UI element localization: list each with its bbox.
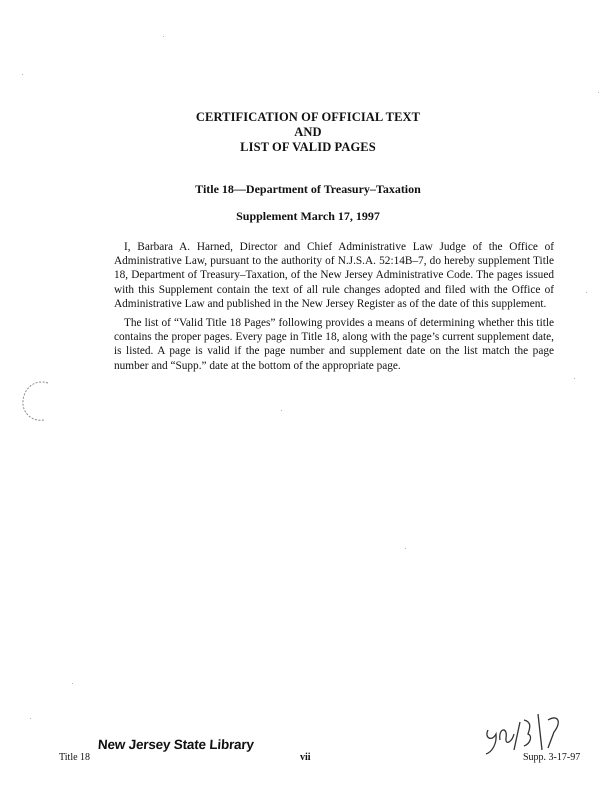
footer-page-number: vii — [300, 752, 311, 763]
library-stamp: New Jersey State Library — [97, 737, 255, 752]
scan-speck — [22, 74, 23, 75]
scan-speck — [598, 92, 599, 93]
heading-line-1: CERTIFICATION OF OFFICIAL TEXT — [195, 110, 421, 124]
footer-title: Title 18 — [59, 752, 91, 763]
scan-speck — [281, 410, 282, 411]
scan-speck — [30, 718, 31, 719]
scan-speck — [163, 36, 164, 37]
supplement-date-heading: Supplement March 17, 1997 — [236, 209, 380, 223]
punch-hole-icon — [18, 377, 60, 425]
heading-line-2: AND — [294, 125, 322, 139]
scan-speck — [405, 548, 406, 549]
certification-paragraph: I, Barbara A. Harned, Director and Chief Administrative Law Judge of the Office of Administrative Law, pursuant to the authority of N.J.S.A. 52:14B–7, do hereby supplement Title 18, Department of Treasury–Taxation, of the New Jersey Administrative Code. The pages issued with this Supplement contain the text of all rule changes adopted and filed with the Office of Administrative Law and published in the New Jersey Register as of the date of this supplement. — [114, 241, 554, 310]
heading-line-3: LIST OF VALID PAGES — [240, 140, 376, 154]
scan-speck — [72, 683, 73, 684]
footer-supplement-date: Supp. 3-17-97 — [523, 752, 581, 763]
valid-pages-paragraph: The list of “Valid Title 18 Pages” following provides a means of determining whether this title contains the proper pages. Every page in Title 18, along with the page’s current supplement date, is listed. A page is valid if the page number and supplement date on the list match the page number and “Supp.” date at the bottom of the appropriate page. — [114, 317, 554, 372]
scan-speck — [574, 378, 575, 379]
document-heading — [0, 110, 616, 155]
scan-speck — [586, 292, 587, 293]
title-heading: Title 18—Department of Treasury–Taxation — [195, 182, 421, 196]
